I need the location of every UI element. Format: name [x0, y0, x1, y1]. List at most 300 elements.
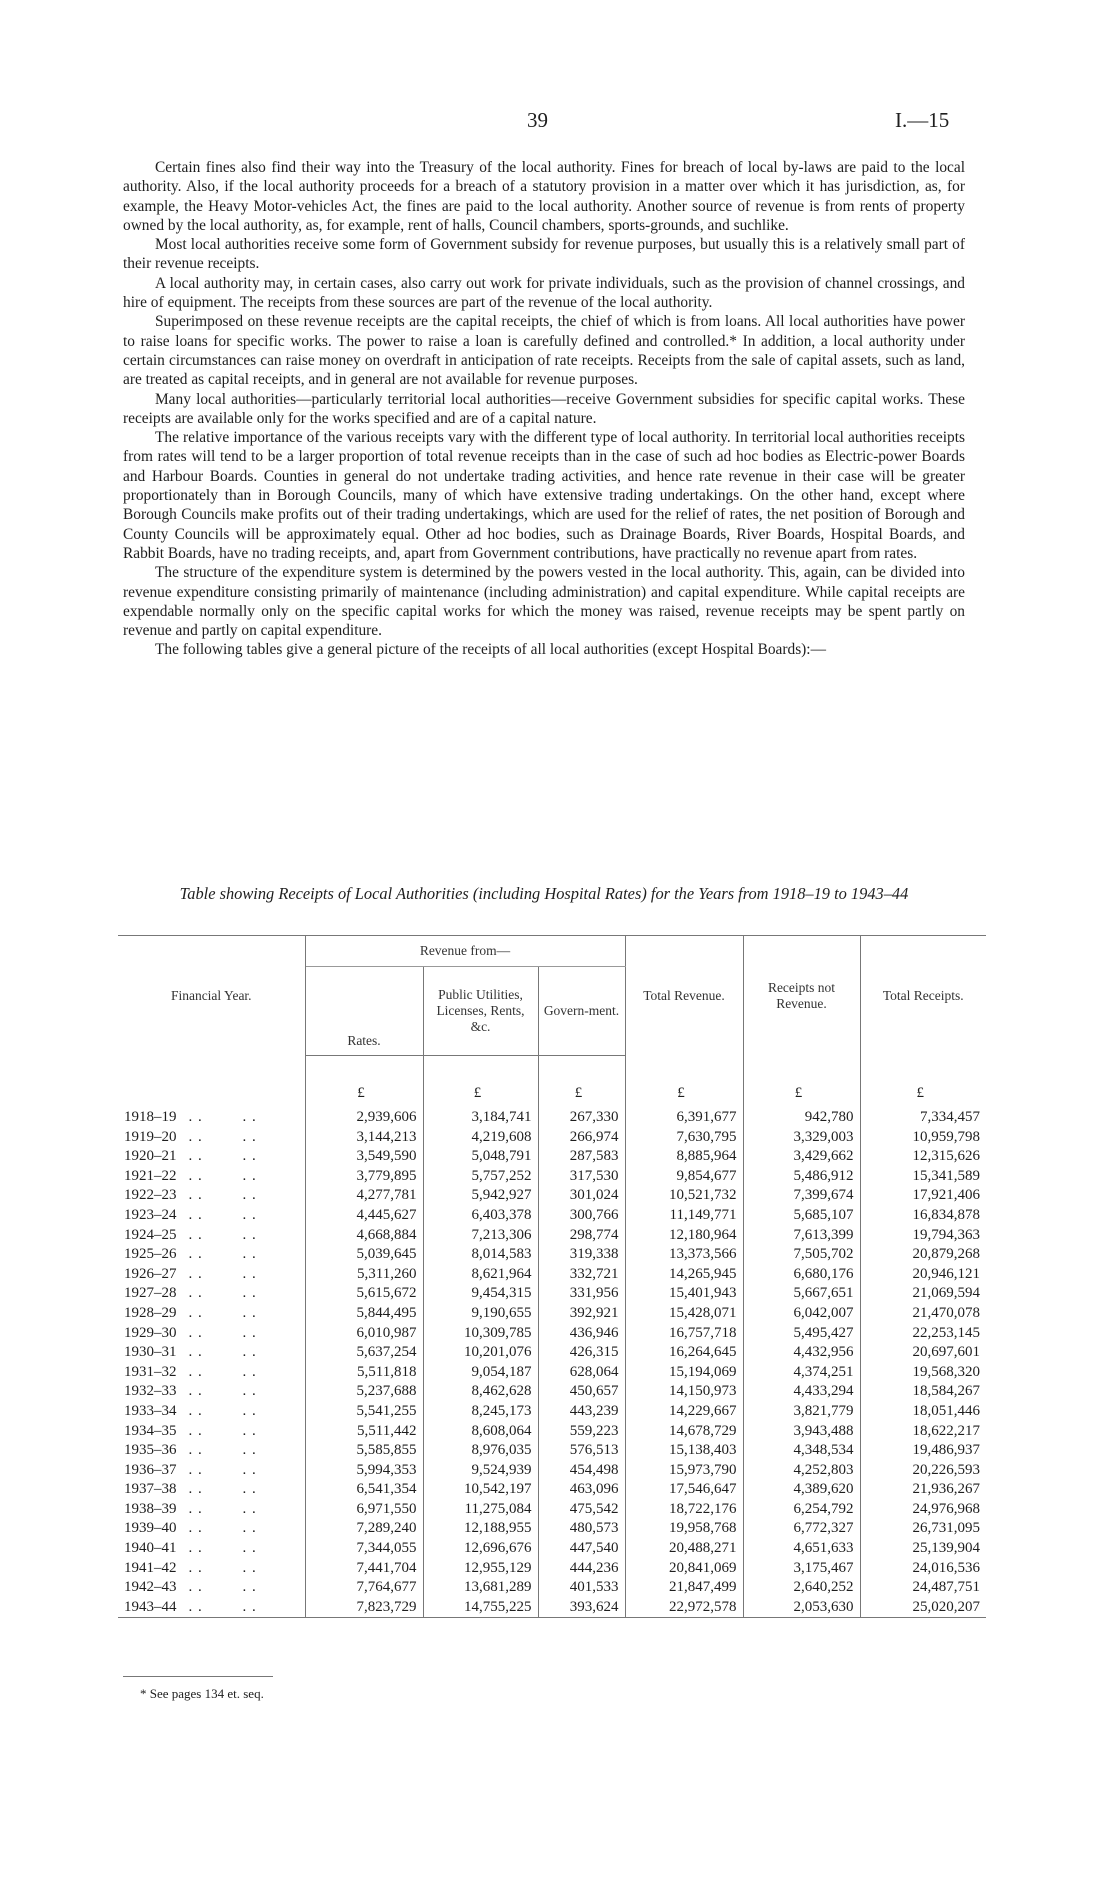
leader-dots: . .: [188, 1540, 203, 1557]
cell-rates: 3,144,213: [305, 1128, 423, 1148]
cell-utilities: 5,942,927: [423, 1186, 538, 1206]
cell-not-revenue: 2,053,630: [743, 1598, 860, 1618]
cell-rates: 7,764,677: [305, 1578, 423, 1598]
year-cell: [118, 1186, 305, 1206]
year-cell: [118, 1128, 305, 1148]
year-label: 1929–30: [124, 1324, 177, 1341]
cell-total-revenue: 17,546,647: [625, 1480, 743, 1500]
year-label: 1926–27: [124, 1265, 177, 1282]
table-row: [118, 1186, 986, 1206]
cell-total-receipts: 20,697,601: [912, 1344, 980, 1361]
page-header: [0, 108, 1114, 138]
cell-government: 444,236: [538, 1559, 625, 1579]
cell-utilities: 8,608,064: [423, 1422, 538, 1442]
footnote-rule: [123, 1676, 273, 1677]
leader-dots: . .: [188, 1148, 203, 1165]
cell-government: 576,513: [538, 1441, 625, 1461]
leader-dots: . .: [242, 1520, 257, 1537]
unit-symbol: £: [916, 1085, 924, 1102]
unit-symbol: £: [305, 1056, 423, 1109]
cell-rates: 7,823,729: [305, 1598, 423, 1618]
cell-government: 401,533: [538, 1578, 625, 1598]
cell-rates: 3,549,590: [305, 1147, 423, 1167]
header-total-revenue: Total Revenue.: [625, 936, 743, 1056]
cell-government: 298,774: [538, 1226, 625, 1246]
leader-dots: . .: [242, 1461, 257, 1478]
cell-total-revenue: 14,265,945: [625, 1265, 743, 1285]
cell-not-revenue: 4,348,534: [743, 1441, 860, 1461]
leader-dots: . .: [242, 1559, 257, 1576]
header-financial-year: Financial Year.: [118, 936, 305, 1056]
year-cell: [118, 1519, 305, 1539]
cell-total-receipts: 20,946,121: [912, 1265, 980, 1282]
leader-dots: . .: [242, 1598, 257, 1615]
cell-government: 287,583: [538, 1147, 625, 1167]
cell-total-revenue: 9,854,677: [625, 1167, 743, 1187]
cell-not-revenue: 4,389,620: [743, 1480, 860, 1500]
cell-rates: 5,585,855: [305, 1441, 423, 1461]
year-label: 1921–22: [124, 1167, 177, 1184]
year-cell: [118, 1598, 305, 1618]
cell-rates: 5,994,353: [305, 1461, 423, 1481]
cell-not-revenue: 3,175,467: [743, 1559, 860, 1579]
leader-dots: . .: [188, 1128, 203, 1145]
leader-dots: . .: [242, 1167, 257, 1184]
table-row: [118, 1519, 986, 1539]
cell-rates: 5,311,260: [305, 1265, 423, 1285]
cell-utilities: 8,462,628: [423, 1382, 538, 1402]
cell-total-revenue: 6,391,677: [625, 1108, 743, 1128]
cell-total-receipts: 21,936,267: [912, 1481, 980, 1498]
unit-symbol: £: [538, 1056, 625, 1109]
header-government: Govern-ment.: [538, 967, 625, 1056]
cell-total-receipts: 19,794,363: [912, 1226, 980, 1243]
table-caption: Table showing Receipts of Local Authorities (including Hospital Rates) for the Years from 1918–19 to 1943–44: [179, 884, 909, 903]
cell-government: 436,946: [538, 1324, 625, 1344]
year-cell: [118, 1265, 305, 1285]
leader-dots: . .: [188, 1559, 203, 1576]
header-revenue-from: Revenue from—: [305, 936, 625, 967]
cell-utilities: 9,454,315: [423, 1284, 538, 1304]
cell-not-revenue: 7,399,674: [743, 1186, 860, 1206]
cell-total-revenue: 11,149,771: [625, 1206, 743, 1226]
cell-total-revenue: 22,972,578: [625, 1598, 743, 1618]
cell-total-revenue: 15,194,069: [625, 1363, 743, 1383]
cell-total-revenue: 8,885,964: [625, 1147, 743, 1167]
year-label: 1943–44: [124, 1598, 177, 1615]
cell-rates: 6,971,550: [305, 1500, 423, 1520]
leader-dots: . .: [188, 1109, 203, 1125]
leader-dots: . .: [242, 1226, 257, 1243]
cell-not-revenue: 942,780: [743, 1108, 860, 1128]
cell-utilities: 8,245,173: [423, 1402, 538, 1422]
year-label: 1935–36: [124, 1442, 177, 1459]
cell-not-revenue: 7,613,399: [743, 1226, 860, 1246]
table-row: [118, 1128, 986, 1148]
cell-rates: 6,541,354: [305, 1480, 423, 1500]
cell-utilities: 10,201,076: [423, 1343, 538, 1363]
cell-not-revenue: 6,254,792: [743, 1500, 860, 1520]
table-body: [118, 1056, 986, 1618]
leader-dots: . .: [188, 1481, 203, 1498]
cell-not-revenue: 6,772,327: [743, 1519, 860, 1539]
cell-rates: 6,010,987: [305, 1324, 423, 1344]
table-row: [118, 1500, 986, 1520]
leader-dots: . .: [242, 1148, 257, 1165]
cell-utilities: 12,188,955: [423, 1519, 538, 1539]
cell-rates: 5,237,688: [305, 1382, 423, 1402]
table-row: [118, 1461, 986, 1481]
cell-rates: 4,445,627: [305, 1206, 423, 1226]
leader-dots: . .: [242, 1246, 257, 1263]
cell-utilities: 8,621,964: [423, 1265, 538, 1285]
leader-dots: . .: [242, 1206, 257, 1223]
cell-government: 332,721: [538, 1265, 625, 1285]
header-receipts-not-revenue: Receipts not Revenue.: [743, 936, 860, 1056]
leader-dots: . .: [188, 1226, 203, 1243]
cell-total-receipts: 18,051,446: [912, 1402, 980, 1419]
cell-utilities: 9,054,187: [423, 1363, 538, 1383]
year-cell: [118, 1304, 305, 1324]
year-label: 1923–24: [124, 1206, 177, 1223]
cell-not-revenue: 3,821,779: [743, 1402, 860, 1422]
table-row: [118, 1402, 986, 1422]
table-row: [118, 1245, 986, 1265]
cell-total-revenue: 15,428,071: [625, 1304, 743, 1324]
cell-rates: 5,615,672: [305, 1284, 423, 1304]
cell-not-revenue: 4,651,633: [743, 1539, 860, 1559]
leader-dots: . .: [188, 1304, 203, 1321]
cell-total-receipts: 21,470,078: [912, 1304, 980, 1321]
cell-total-receipts: 7,334,457: [920, 1109, 980, 1125]
cell-government: 331,956: [538, 1284, 625, 1304]
cell-total-receipts: 18,584,267: [912, 1383, 980, 1400]
table-row: [118, 1598, 986, 1618]
year-cell: [118, 1284, 305, 1304]
cell-government: 426,315: [538, 1343, 625, 1363]
cell-rates: 5,541,255: [305, 1402, 423, 1422]
cell-total-receipts: 10,959,798: [912, 1128, 980, 1145]
year-label: 1930–31: [124, 1344, 177, 1361]
table-row: [118, 1578, 986, 1598]
cell-government: 300,766: [538, 1206, 625, 1226]
leader-dots: . .: [242, 1500, 257, 1517]
cell-not-revenue: 6,680,176: [743, 1265, 860, 1285]
year-cell: [118, 1578, 305, 1598]
leader-dots: . .: [188, 1187, 203, 1204]
receipts-table: [118, 935, 986, 1618]
cell-government: 319,338: [538, 1245, 625, 1265]
cell-government: 267,330: [538, 1108, 625, 1128]
year-cell: [118, 1245, 305, 1265]
table-row: [118, 1167, 986, 1187]
cell-government: 393,624: [538, 1598, 625, 1618]
cell-total-receipts: 25,139,904: [912, 1540, 980, 1557]
cell-rates: 5,039,645: [305, 1245, 423, 1265]
leader-dots: . .: [188, 1422, 203, 1439]
cell-rates: 4,277,781: [305, 1186, 423, 1206]
cell-not-revenue: 7,505,702: [743, 1245, 860, 1265]
leader-dots: . .: [242, 1402, 257, 1419]
year-cell: [118, 1147, 305, 1167]
cell-utilities: 13,681,289: [423, 1578, 538, 1598]
cell-total-receipts: 19,568,320: [912, 1363, 980, 1380]
cell-not-revenue: 4,432,956: [743, 1343, 860, 1363]
leader-dots: . .: [242, 1187, 257, 1204]
leader-dots: . .: [188, 1324, 203, 1341]
cell-rates: 3,779,895: [305, 1167, 423, 1187]
cell-utilities: 12,696,676: [423, 1539, 538, 1559]
unit-symbol: £: [625, 1056, 743, 1109]
cell-government: 475,542: [538, 1500, 625, 1520]
year-label: 1918–19: [124, 1109, 177, 1125]
year-cell: [118, 1382, 305, 1402]
cell-government: 317,530: [538, 1167, 625, 1187]
cell-rates: 5,511,818: [305, 1363, 423, 1383]
leader-dots: . .: [188, 1520, 203, 1537]
table-row: [118, 1304, 986, 1324]
year-label: 1922–23: [124, 1187, 177, 1204]
leader-dots: . .: [242, 1540, 257, 1557]
leader-dots: . .: [188, 1500, 203, 1517]
cell-total-revenue: 13,373,566: [625, 1245, 743, 1265]
cell-total-receipts: 24,976,968: [912, 1500, 980, 1517]
cell-rates: 5,844,495: [305, 1304, 423, 1324]
cell-utilities: 6,403,378: [423, 1206, 538, 1226]
cell-total-revenue: 19,958,768: [625, 1519, 743, 1539]
cell-government: 480,573: [538, 1519, 625, 1539]
leader-dots: . .: [188, 1285, 203, 1302]
year-label: 1932–33: [124, 1383, 177, 1400]
leader-dots: . .: [188, 1442, 203, 1459]
year-cell: [118, 1343, 305, 1363]
page-number: 39: [527, 108, 548, 132]
unit-symbol: £: [423, 1056, 538, 1109]
paragraph: Most local authorities receive some form of Government subsidy for revenue purposes, but usually this is a relatively small part of their revenue receipts.: [123, 236, 965, 273]
cell-not-revenue: 3,329,003: [743, 1128, 860, 1148]
cell-government: 392,921: [538, 1304, 625, 1324]
cell-utilities: 11,275,084: [423, 1500, 538, 1520]
cell-not-revenue: 4,252,803: [743, 1461, 860, 1481]
leader-dots: . .: [188, 1402, 203, 1419]
table-row: [118, 1480, 986, 1500]
cell-total-revenue: 14,678,729: [625, 1422, 743, 1442]
cell-total-receipts: 20,879,268: [912, 1246, 980, 1263]
year-label: 1925–26: [124, 1246, 177, 1263]
cell-utilities: 14,755,225: [423, 1598, 538, 1618]
year-label: 1941–42: [124, 1559, 177, 1576]
leader-dots: . .: [188, 1206, 203, 1223]
year-cell: [118, 1539, 305, 1559]
year-cell: [118, 1461, 305, 1481]
cell-total-revenue: 20,488,271: [625, 1539, 743, 1559]
year-label: 1934–35: [124, 1422, 177, 1439]
year-label: 1937–38: [124, 1481, 177, 1498]
year-label: 1920–21: [124, 1148, 177, 1165]
paragraph: The following tables give a general picture of the receipts of all local authorities (except Hospital Boards):—: [155, 641, 826, 659]
leader-dots: . .: [188, 1265, 203, 1282]
year-cell: [118, 1480, 305, 1500]
cell-utilities: 9,524,939: [423, 1461, 538, 1481]
cell-rates: 2,939,606: [305, 1108, 423, 1128]
leader-dots: . .: [242, 1442, 257, 1459]
cell-total-receipts: 21,069,594: [912, 1285, 980, 1302]
cell-government: 266,974: [538, 1128, 625, 1148]
table-row: [118, 1284, 986, 1304]
table-row: [118, 1324, 986, 1344]
cell-rates: 5,637,254: [305, 1343, 423, 1363]
unit-symbol: £: [743, 1056, 860, 1109]
leader-dots: . .: [242, 1383, 257, 1400]
cell-total-receipts: 17,921,406: [912, 1187, 980, 1204]
year-label: 1928–29: [124, 1304, 177, 1321]
leader-dots: . .: [242, 1285, 257, 1302]
cell-rates: 5,511,442: [305, 1422, 423, 1442]
cell-not-revenue: 2,640,252: [743, 1578, 860, 1598]
cell-total-revenue: 14,229,667: [625, 1402, 743, 1422]
cell-not-revenue: 3,943,488: [743, 1422, 860, 1442]
leader-dots: . .: [242, 1344, 257, 1361]
cell-not-revenue: 5,486,912: [743, 1167, 860, 1187]
leader-dots: . .: [242, 1579, 257, 1596]
cell-total-revenue: 7,630,795: [625, 1128, 743, 1148]
leader-dots: . .: [242, 1265, 257, 1282]
leader-dots: . .: [188, 1461, 203, 1478]
year-cell: [118, 1422, 305, 1442]
cell-government: 443,239: [538, 1402, 625, 1422]
table-row: [118, 1422, 986, 1442]
year-label: 1942–43: [124, 1579, 177, 1596]
year-cell: [118, 1226, 305, 1246]
cell-total-revenue: 10,521,732: [625, 1186, 743, 1206]
body-text: [123, 158, 965, 660]
table-row: [118, 1226, 986, 1246]
cell-utilities: 8,014,583: [423, 1245, 538, 1265]
leader-dots: . .: [242, 1128, 257, 1145]
paragraph: Certain fines also find their way into the Treasury of the local authority. Fines for breach of local by-laws are paid to the local authority. Also, if the local authority proceeds for a breach of a statutory provision in a matter over which it has jurisdiction, as, for example, the Heavy Motor-vehicles Act, the fines are paid to the local authority. Another source of revenue is from rents of property owned by the local authority, as, for example, rent of halls, Council chambers, sports-grounds, and suchlike.: [123, 159, 965, 234]
year-label: 1927–28: [124, 1285, 177, 1302]
year-label: 1933–34: [124, 1402, 177, 1419]
cell-not-revenue: 5,495,427: [743, 1324, 860, 1344]
paragraph: The structure of the expenditure system is determined by the powers vested in the local authority. This, again, can be divided into revenue expenditure consisting primarily of maintenance (including administration) and capital expenditure. While capital receipts are expendable normally only on the specific capital works for which the money was raised, revenue receipts may be spent partly on revenue and partly on capital expenditure.: [123, 564, 965, 640]
table-row: [118, 1539, 986, 1559]
leader-dots: . .: [242, 1304, 257, 1321]
year-label: 1940–41: [124, 1540, 177, 1557]
year-cell: [118, 1441, 305, 1461]
cell-total-revenue: 15,401,943: [625, 1284, 743, 1304]
cell-government: 454,498: [538, 1461, 625, 1481]
cell-utilities: 12,955,129: [423, 1559, 538, 1579]
cell-total-receipts: 16,834,878: [912, 1206, 980, 1223]
cell-government: 447,540: [538, 1539, 625, 1559]
cell-total-revenue: 14,150,973: [625, 1382, 743, 1402]
cell-utilities: 10,542,197: [423, 1480, 538, 1500]
cell-not-revenue: 4,433,294: [743, 1382, 860, 1402]
year-label: 1924–25: [124, 1226, 177, 1243]
leader-dots: . .: [188, 1167, 203, 1184]
table-row: [118, 1108, 986, 1128]
year-cell: [118, 1206, 305, 1226]
table-row: [118, 1559, 986, 1579]
year-label: 1919–20: [124, 1128, 177, 1145]
cell-total-revenue: 16,757,718: [625, 1324, 743, 1344]
cell-not-revenue: 6,042,007: [743, 1304, 860, 1324]
leader-dots: . .: [188, 1246, 203, 1263]
year-cell: [118, 1324, 305, 1344]
cell-utilities: 7,213,306: [423, 1226, 538, 1246]
cell-utilities: 3,184,741: [423, 1108, 538, 1128]
cell-government: 463,096: [538, 1480, 625, 1500]
leader-dots: . .: [242, 1422, 257, 1439]
leader-dots: . .: [242, 1324, 257, 1341]
year-cell: [118, 1402, 305, 1422]
cell-total-revenue: 18,722,176: [625, 1500, 743, 1520]
cell-utilities: 8,976,035: [423, 1441, 538, 1461]
table-row: [118, 1265, 986, 1285]
leader-dots: . .: [188, 1344, 203, 1361]
cell-government: 628,064: [538, 1363, 625, 1383]
cell-total-revenue: 16,264,645: [625, 1343, 743, 1363]
year-label: 1938–39: [124, 1500, 177, 1517]
cell-rates: 7,289,240: [305, 1519, 423, 1539]
cell-total-revenue: 15,973,790: [625, 1461, 743, 1481]
year-cell: [118, 1167, 305, 1187]
table-row: [118, 1441, 986, 1461]
year-cell: [118, 1108, 305, 1128]
leader-dots: . .: [242, 1109, 257, 1125]
paragraph: Superimposed on these revenue receipts are the capital receipts, the chief of which is from loans. All local authorities have power to raise loans for specific works. The power to raise a loan is carefully defined and controlled.* In addition, a local authority under certain circumstances can raise money on overdraft in anticipation of rate receipts. Receipts from the sale of capital assets, such as land, are treated as capital receipts, and in general are not available for revenue purposes.: [123, 313, 965, 389]
header-public-utilities: Public Utilities, Licenses, Rents, &c.: [423, 967, 538, 1056]
table-row: [118, 1206, 986, 1226]
cell-government: 301,024: [538, 1186, 625, 1206]
leader-dots: . .: [188, 1383, 203, 1400]
cell-total-receipts: 15,341,589: [912, 1167, 980, 1184]
paragraph: A local authority may, in certain cases, also carry out work for private individuals, such as the provision of channel crossings, and hire of equipment. The receipts from these sources are part of the revenue of the local authority.: [123, 274, 965, 312]
cell-utilities: 4,219,608: [423, 1128, 538, 1148]
leader-dots: . .: [188, 1598, 203, 1615]
cell-total-receipts: 19,486,937: [912, 1442, 980, 1459]
table-row: [118, 1363, 986, 1383]
unit-row: [118, 1056, 986, 1109]
cell-total-receipts: 18,622,217: [912, 1422, 980, 1439]
cell-utilities: 5,757,252: [423, 1167, 538, 1187]
cell-rates: 4,668,884: [305, 1226, 423, 1246]
cell-rates: 7,441,704: [305, 1559, 423, 1579]
cell-total-receipts: 22,253,145: [912, 1324, 980, 1341]
cell-not-revenue: 5,667,651: [743, 1284, 860, 1304]
leader-dots: . .: [188, 1579, 203, 1596]
year-label: 1936–37: [124, 1461, 177, 1478]
table-row: [118, 1343, 986, 1363]
cell-not-revenue: 5,685,107: [743, 1206, 860, 1226]
cell-total-revenue: 21,847,499: [625, 1578, 743, 1598]
table-row: [118, 1147, 986, 1167]
cell-total-receipts: 26,731,095: [912, 1520, 980, 1537]
year-cell: [118, 1363, 305, 1383]
cell-total-revenue: 20,841,069: [625, 1559, 743, 1579]
leader-dots: . .: [242, 1363, 257, 1380]
cell-total-receipts: 20,226,593: [912, 1461, 980, 1478]
cell-total-receipts: 12,315,626: [912, 1148, 980, 1165]
cell-utilities: 5,048,791: [423, 1147, 538, 1167]
footnote: * See pages 134 et. seq.: [140, 1686, 264, 1701]
paragraph: Many local authorities—particularly territorial local authorities—receive Government subsidies for specific capital works. These receipts are available only for the works specified and are of a capital nature.: [123, 390, 965, 427]
year-cell: [118, 1500, 305, 1520]
cell-total-receipts: 24,487,751: [912, 1579, 980, 1596]
header-rates: Rates.: [305, 967, 423, 1056]
cell-total-receipts: 24,016,536: [912, 1559, 980, 1576]
cell-total-revenue: 15,138,403: [625, 1441, 743, 1461]
